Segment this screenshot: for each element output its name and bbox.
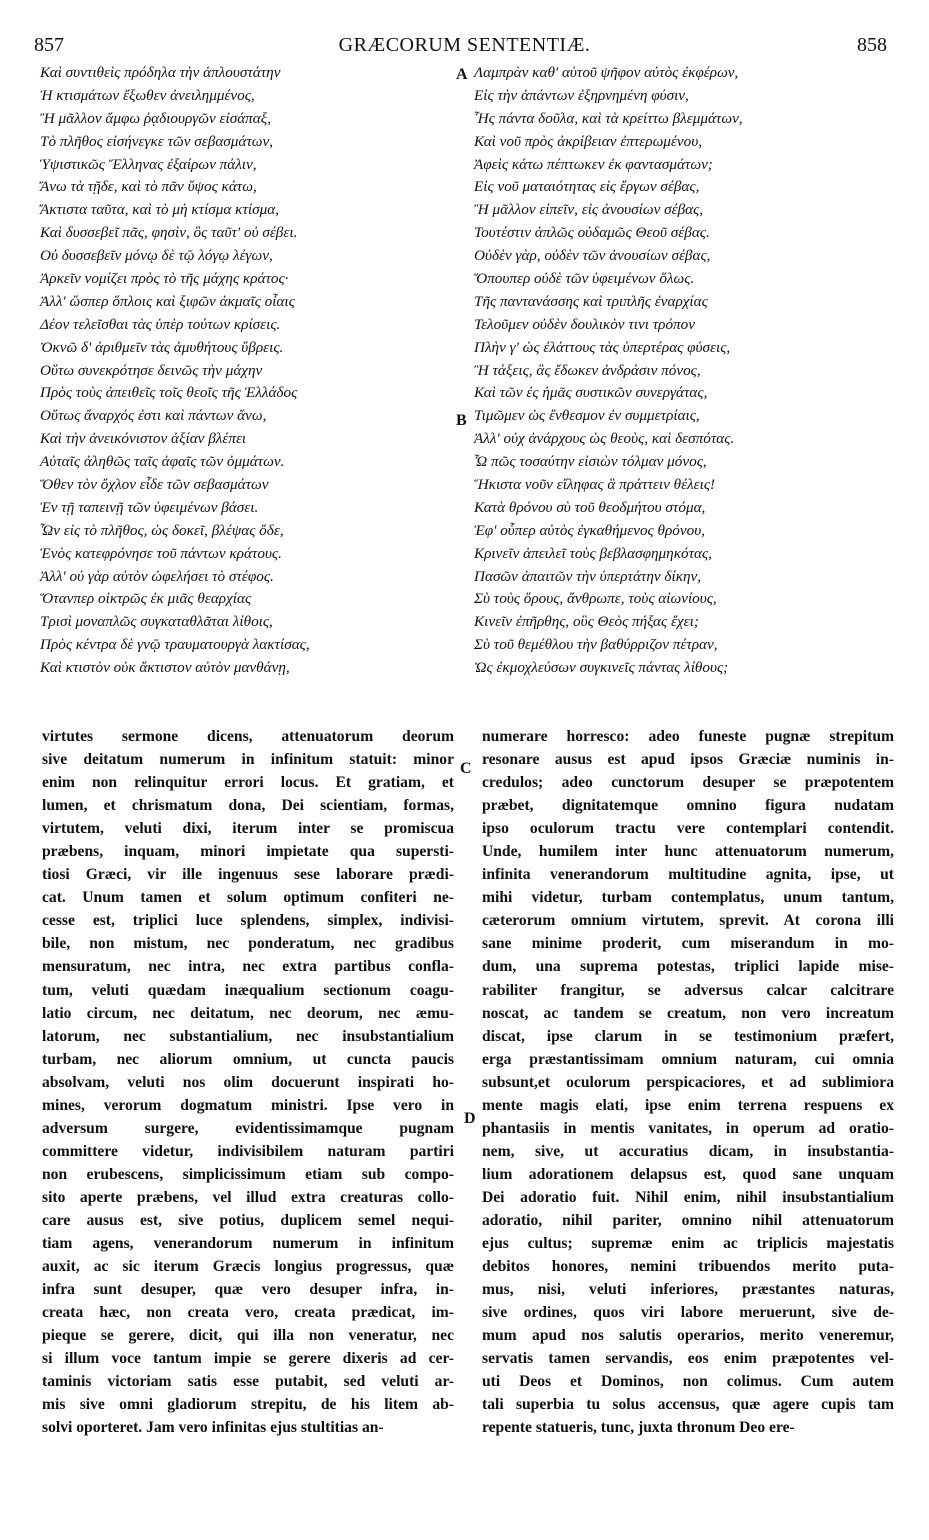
greek-verse-line: Καὶ δυσσεβεῖ πᾶς, φησὶν, ὃς ταῦτ' οὐ σέβει. xyxy=(40,224,298,242)
latin-text-line: creata hæc, non creata vero, creata prædicat, im- xyxy=(42,1304,454,1322)
margin-marker-d: D xyxy=(464,1110,476,1127)
margin-marker-b: B xyxy=(456,412,467,429)
latin-text-line: sito aperte præbens, vel illud extra creaturas collo- xyxy=(42,1188,454,1206)
latin-text-line: præbens, inquam, minori impietate qua supersti- xyxy=(42,843,454,861)
latin-text-line: mensuratum, nec intra, nec extra partibus confla- xyxy=(42,958,454,976)
latin-text-line: ejus cultus; supremæ enim ac triplicis majestatis xyxy=(482,1235,894,1253)
latin-text-line: dum, una suprema potestas, triplici lapide mise- xyxy=(482,958,894,976)
latin-text-line: virtutes sermone dicens, attenuatorum deorum xyxy=(42,728,454,745)
greek-verse-line: Κατὰ θρόνου σὺ τοῦ θεοδμήτου στόμα, xyxy=(474,498,706,516)
greek-verse-line: Καὶ τὴν ἀνεικόνιστον ἀξίαν βλέπει xyxy=(40,430,247,448)
greek-column-right xyxy=(474,62,884,680)
latin-text-line: sane minime proderit, cum miserandum in mo- xyxy=(482,935,894,953)
latin-text-line: turbam, nec aliorum omnium, ut cuncta paucis xyxy=(42,1050,454,1068)
greek-verse-line: Ὀκνῶ δ' ἀριθμεῖν τὰς ἀμυθήτους ὕβρεις. xyxy=(40,338,284,356)
greek-verse-line: Τουτέστιν ἁπλῶς οὐδαμῶς Θεοῦ σέβας. xyxy=(474,224,710,242)
page-header xyxy=(0,30,929,60)
latin-text-line: absolvam, veluti nos olim docuerunt inspirati ho- xyxy=(42,1073,454,1091)
latin-text-line: servatis tamen servandis, eos enim præpotentes vel- xyxy=(482,1350,894,1368)
greek-column-left xyxy=(40,62,450,680)
greek-verse-line: Ἄνω τὰ τῇδε, καὶ τὸ πᾶν ὕψος κάτω, xyxy=(40,178,257,196)
latin-text-line: noscat, ac tandem se creatum, non vero increatum xyxy=(482,1004,894,1022)
greek-verse-line: Πασῶν ἀπαιτῶν τὴν ὑπερτάτην δίκην, xyxy=(474,567,702,585)
greek-verse-line: Ἢ μᾶλλον εἰπεῖν, εἰς ἀνουσίων σέβας, xyxy=(474,201,704,219)
latin-text-line: care ausus est, sive potius, duplicem semel nequi- xyxy=(42,1211,454,1229)
greek-verse-line: Ὡς ἐκμοχλεύσων συγκινεῖς πάντας λίθους; xyxy=(474,659,729,677)
latin-text-line: discat, ipse clarum in se testimonium præfert, xyxy=(482,1027,894,1045)
latin-text-line: virtutem, veluti dixi, iterum inter se promiscua xyxy=(42,820,454,838)
latin-text-line: phantasiis in mentis vanitates, in operum ad oratio- xyxy=(482,1119,894,1137)
latin-text-line: tiam agens, venerandorum numerum in infinitum xyxy=(42,1235,454,1253)
greek-verse-line: Ἀφεὶς κάτω πέπτωκεν ἐκ φαντασμάτων; xyxy=(474,155,713,173)
greek-verse-line: Οὐδὲν γὰρ, οὐδὲν τῶν ἀνουσίων σέβας, xyxy=(474,247,711,265)
latin-column-left xyxy=(42,725,454,1439)
page-number-right: 858 xyxy=(857,34,887,56)
latin-text-line: cesse est, triplici luce splendens, simplex, indivisi- xyxy=(42,912,454,930)
greek-verse-line: Κινεῖν ἐπῆρθης, οὓς Θεὸς πήξας ἔχει; xyxy=(474,613,699,631)
latin-text-line: si illum voce tantum impie se gerere dixeris ad cer- xyxy=(42,1350,454,1368)
latin-text-line: bile, non mistum, nec ponderatum, nec gradibus xyxy=(42,935,454,953)
greek-verse-line: Πλὴν γ' ὡς ἐλάττους τὰς ὑπερτέρας φύσεις, xyxy=(474,338,731,356)
greek-verse-line: Ἥκιστα νοῦν εἴληφας ἃ πράττειν θέλεις! xyxy=(474,476,716,494)
latin-text-line: auxit, ac sic iterum Græcis longius progressus, quæ xyxy=(42,1258,454,1276)
running-title: GRÆCORUM SENTENTIÆ. xyxy=(338,34,591,56)
greek-verse-line: Ὅπουπερ οὐδὲ τῶν ὑφειμένων ὅλως. xyxy=(474,270,695,288)
latin-text-line: cæterorum omnium virtutem, sprevit. At corona illi xyxy=(482,912,894,930)
latin-text-line: mihi videtur, turbam contemplatus, unum tantum, xyxy=(482,889,894,907)
greek-verse-line: Ὅτανπερ οἰκτρῶς ἐκ μιᾶς θεαρχίας xyxy=(40,590,252,608)
latin-text-line: repente statueris, tunc, juxta thronum Deo ere- xyxy=(482,1419,795,1437)
greek-verse-line: Σὺ τοῦ θεμέθλου τὴν βαθύρριζον πέτραν, xyxy=(474,636,718,654)
greek-verse-line: Καὶ κτιστὸν οὐκ ἄκτιστον αὐτὸν μανθάνῃ, xyxy=(40,659,290,677)
greek-verse-line: Ἄκτιστα ταῦτα, καὶ τὸ μὴ κτίσμα κτίσμα, xyxy=(40,201,280,219)
greek-verse-line: Τῆς παντανάσσης καὶ τριπλῆς ἐναρχίας xyxy=(474,292,708,310)
latin-text-line: adoratio, nihil pariter, omnino nihil attenuatorum xyxy=(482,1211,894,1229)
latin-text-line: credulos; adeo cunctorum desuper se præpotentem xyxy=(482,774,894,792)
greek-verse-line: Ἐν τῇ ταπεινῇ τῶν ὑφειμένων βάσει. xyxy=(40,498,259,516)
greek-verse-line: Δέον τελεῖσθαι τὰς ὑπὲρ τούτων κρίσεις. xyxy=(40,315,281,333)
greek-verse-line: Εἰς νοῦ ματαιότητας εἰς ἔργων σέβας, xyxy=(474,178,700,196)
latin-text-line: resonare ausus est apud ipsos Græciæ numinis in- xyxy=(482,751,894,769)
latin-text-line: lium adorationem delapsus est, quod sane unquam xyxy=(482,1165,894,1183)
greek-verse-line: Ὅθεν τὸν ὄχλον εἶδε τῶν σεβασμάτων xyxy=(40,476,269,494)
greek-verse-line: Ὑψιστικῶς Ἕλληνας ἐξαίρων πάλιν, xyxy=(40,155,257,173)
latin-text-line: adversum surgere, evidentissimamque pugnam xyxy=(42,1119,454,1137)
latin-column-right xyxy=(482,725,894,1439)
latin-text-line: committere videtur, indivisibilem naturam partiri xyxy=(42,1142,454,1160)
latin-text-line: mis sive omni gladiorum strepitu, de his litem ab- xyxy=(42,1396,454,1414)
greek-verse-line: Λαμπρὰν καθ' αὑτοῦ ψῆφον αὐτὸς ἐκφέρων, xyxy=(474,64,739,81)
latin-text-line: uti Deos et Dominos, non colimus. Cum autem xyxy=(482,1373,894,1391)
latin-text-line: erga præstantissimam omnium naturam, cui omnia xyxy=(482,1050,894,1068)
margin-marker-c: C xyxy=(460,760,472,777)
latin-text-line: sive ordines, quos viri labore meruerunt, sive de- xyxy=(482,1304,894,1322)
greek-verse-line: Τελοῦμεν οὐδὲν δουλικὸν τινι τρόπον xyxy=(474,315,696,333)
greek-verse-line: Πρὸς τοὺς ἀπειθεῖς τοῖς θεοῖς τῆς Ἑλλάδος xyxy=(40,384,298,402)
latin-text-line: lumen, et chrismatum dona, Dei scientiam, formas, xyxy=(42,797,454,815)
greek-verse-line: Τρισὶ μοναπλῶς συγκαταθλᾶται λίθοις, xyxy=(40,613,273,631)
greek-verse-line: Ἐφ' οὗπερ αὐτὸς ἐγκαθήμενος θρόνου, xyxy=(474,521,705,539)
latin-text-line: taminis victoriam satis esse putabit, sed veluti ar- xyxy=(42,1373,454,1391)
latin-text-line: Unde, humilem inter hunc attenuatorum numerum, xyxy=(482,843,894,861)
greek-verse-line: Ἑνὸς κατεφρόνησε τοῦ πάντων κράτους. xyxy=(40,544,282,562)
greek-verse-line: Καὶ νοῦ πρὸς ἀκρίβειαν ἐπτερωμένου, xyxy=(474,132,703,150)
latin-text-line: mente magis elati, ipse enim terrena respuens ex xyxy=(482,1096,894,1114)
greek-verse-line: Πρὸς κέντρα δὲ γνῷ τραυματουργὰ λακτίσας, xyxy=(40,636,310,654)
latin-text-line: infinita venerandorum multitudine agnita, ipse, ut xyxy=(482,866,894,884)
greek-verse-line: Καὶ συντιθεὶς πρόδηλα τὴν ἁπλουστάτην xyxy=(40,64,281,81)
greek-verse-line: Σὺ τοὺς ὅρους, ἄνθρωπε, τοὺς αἰωνίους, xyxy=(474,590,717,608)
latin-text-line: non erubescens, simplicissimum etiam sub compo- xyxy=(42,1165,454,1183)
page-number-left: 857 xyxy=(34,34,64,56)
latin-text-line: mines, verorum dogmatum ministri. Ipse vero in xyxy=(42,1096,454,1114)
latin-text-line: latorum, nec substantialium, nec insubstantialium xyxy=(42,1027,454,1045)
greek-verse-line: Εἰς τὴν ἁπάντων ἐξηρνημένη φύσιν, xyxy=(474,86,689,104)
latin-text-line: cat. Unum tamen et solum optimum confiteri ne- xyxy=(42,889,454,907)
greek-verse-line: Τὸ πλῆθος εἰσήνεγκε τῶν σεβασμάτων, xyxy=(40,132,274,150)
latin-text-line: debitos honores, nemini tribuendos merito puta- xyxy=(482,1258,894,1276)
greek-verse-line: Κρινεῖν ἀπειλεῖ τοὺς βεβλασφημηκότας, xyxy=(474,544,712,562)
greek-verse-line: Ὦ πῶς τοσαύτην εἰσιὼν τόλμαν μόνος, xyxy=(474,453,707,471)
latin-text-line: subsunt,et oculorum perspicaciores, et ad sublimiora xyxy=(482,1073,894,1091)
greek-verse-line: Αὐταῖς ἀληθῶς ταῖς ἀφαῖς τῶν ὀμμάτων. xyxy=(40,453,285,471)
greek-verse-line: Ἢ μᾶλλον ἄμφω ῥᾳδιουργῶν εἰσάπαξ, xyxy=(40,109,272,127)
greek-verse-line: Οὕτως ἄναρχός ἐστι καὶ πάντων ἄνω, xyxy=(40,407,267,425)
latin-text-line: solvi oporteret. Jam vero infinitas ejus stultitias an- xyxy=(42,1419,384,1437)
greek-verse-line: Ἠ κτισμάτων ἔξωθεν ἀνειλημμένος, xyxy=(40,86,255,104)
latin-text-line: ipso oculorum tractu vere contemplari contendit. xyxy=(482,820,894,838)
greek-verse-line: Ἀλλ' ὥσπερ ὅπλοις καὶ ξιφῶν ἀκμαῖς οἶαις xyxy=(40,292,295,310)
greek-verse-line: Ἀρκεῖν νομίζει πρὸς τὸ τῆς μάχης κράτος· xyxy=(40,270,289,288)
latin-text-line: pieque se gerere, dicit, qui illa non veneratur, nec xyxy=(42,1327,454,1345)
greek-verse-line: Ἀλλ' οὐ γὰρ αὐτὸν ὠφελήσει τὸ στέφος. xyxy=(40,567,274,585)
latin-text-line: tiosi Græci, vir ille ingenuus sese laborare prædi- xyxy=(42,866,454,884)
greek-verse-line: Τιμῶμεν ὡς ἔνθεσμον ἐν συμμετρίαις, xyxy=(474,407,700,425)
greek-verse-line: Ἧς πάντα δοῦλα, καὶ τὰ κρείττω βλεμμάτων, xyxy=(474,109,743,127)
latin-text-line: mum apud nos salutis operarios, merito veneremur, xyxy=(482,1327,894,1345)
latin-text-line: mus, nisi, veluti inferiores, præstantes naturas, xyxy=(482,1281,894,1299)
greek-verse-line: Οὕτω συνεκρότησε δεινῶς τὴν μάχην xyxy=(40,361,263,379)
greek-verse-line: Ὧν εἰς τὸ πλῆθος, ὡς δοκεῖ, βλέψας ὅδε, xyxy=(40,521,284,539)
latin-text-line: Dei adoratio fuit. Nihil enim, nihil insubstantialium xyxy=(482,1188,894,1206)
greek-verse-line: Ἀλλ' οὐχ ἀνάρχους ὡς θεοὺς, καὶ δεσπότας. xyxy=(474,430,735,448)
latin-text-line: latio circum, nec deitatum, nec deorum, nec æmu- xyxy=(42,1004,454,1022)
latin-text-line: numerare horresco: adeo funeste pugnæ strepitum xyxy=(482,728,894,745)
latin-text-line: tali superbia tu solus accensus, quæ agere cupis tam xyxy=(482,1396,894,1414)
margin-marker-a: A xyxy=(456,66,468,83)
greek-verse-line: Οὐ δυσσεβεῖν μόνῳ δὲ τῷ λόγῳ λέγων, xyxy=(40,247,273,265)
latin-text-line: sive deitatum numerum in infinitum statuit: minor xyxy=(42,751,454,769)
latin-text-line: nem, sive, ut accuratius dicam, in insubstantia- xyxy=(482,1142,894,1160)
latin-text-line: tum, veluti quædam inæqualium sectionum coagu- xyxy=(42,981,454,999)
latin-text-line: præbet, dignitatemque omnino figura nudatam xyxy=(482,797,894,815)
latin-text-line: infra sunt desuper, quæ vero desuper infra, in- xyxy=(42,1281,454,1299)
latin-text-line: rabiliter frangitur, se adversus calcar calcitrare xyxy=(482,981,894,999)
greek-verse-line: Ἢ τάξεις, ἃς ἔδωκεν ἀνδράσιν πόνος, xyxy=(474,361,701,379)
greek-verse-line: Καὶ τῶν ἐς ἡμᾶς συστικῶν συνεργάτας, xyxy=(474,384,708,402)
latin-text-line: enim non relinquitur errori locus. Et gratiam, et xyxy=(42,774,454,792)
